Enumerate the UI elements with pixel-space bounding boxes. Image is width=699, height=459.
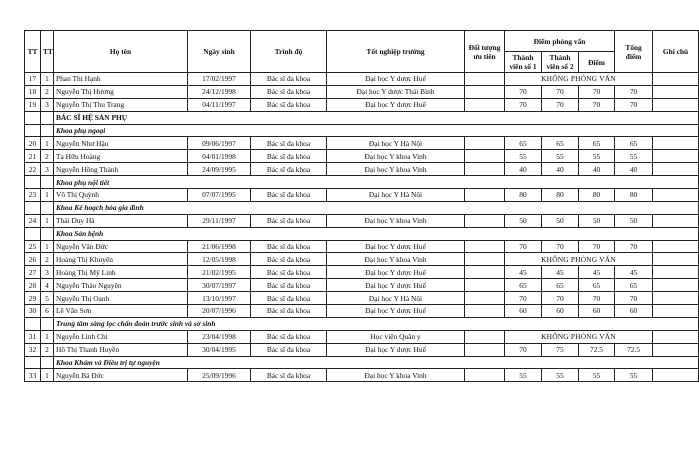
row-tt2: 3 bbox=[41, 98, 54, 111]
row-priority bbox=[465, 240, 505, 253]
row-name: Lê Văn Sơn bbox=[54, 305, 188, 318]
row-member1: 70 bbox=[505, 343, 542, 356]
row-name: Nguyễn Như Hậu bbox=[54, 137, 188, 150]
row-member2: 50 bbox=[542, 214, 579, 227]
row-tt2: 1 bbox=[41, 137, 54, 150]
row-tt2: 5 bbox=[41, 292, 54, 305]
row-dob: 30/04/1995 bbox=[188, 343, 251, 356]
row-priority bbox=[465, 73, 505, 86]
table-row bbox=[25, 266, 699, 279]
row-level: Bác sĩ đa khoa bbox=[251, 330, 327, 343]
table-row bbox=[25, 330, 699, 343]
row-priority bbox=[465, 305, 505, 318]
row-tt2: 1 bbox=[41, 240, 54, 253]
row-tt2: 2 bbox=[41, 253, 54, 266]
row-tt2: 3 bbox=[41, 266, 54, 279]
row-dob: 21/02/1995 bbox=[188, 266, 251, 279]
interview-results-table bbox=[24, 30, 699, 382]
row-note bbox=[653, 240, 699, 253]
section-title: Khoa Khám và Điều trị tự nguyện bbox=[54, 356, 699, 369]
row-level: Bác sĩ đa khoa bbox=[251, 214, 327, 227]
row-tt2: 1 bbox=[41, 73, 54, 86]
row-score: 70 bbox=[579, 292, 615, 305]
section-row bbox=[25, 201, 699, 214]
row-name: Phan Thị Hạnh bbox=[54, 73, 188, 86]
row-member1: 65 bbox=[505, 279, 542, 292]
row-note bbox=[653, 253, 699, 266]
section-row bbox=[25, 227, 699, 240]
row-tt1: 18 bbox=[25, 85, 41, 98]
row-note bbox=[653, 163, 699, 176]
table-row bbox=[25, 137, 699, 150]
section-tt1-cell bbox=[25, 176, 41, 189]
row-priority bbox=[465, 189, 505, 202]
no-interview-label: KHÔNG PHỎNG VẤN bbox=[505, 73, 653, 86]
row-member2: 75 bbox=[542, 343, 579, 356]
section-row bbox=[25, 176, 699, 189]
row-score: 55 bbox=[579, 150, 615, 163]
section-tt2-cell bbox=[41, 201, 54, 214]
row-level: Bác sĩ đa khoa bbox=[251, 85, 327, 98]
row-school: Đại học Y dược Huế bbox=[327, 305, 465, 318]
row-note bbox=[653, 292, 699, 305]
row-member1: 70 bbox=[505, 240, 542, 253]
row-level: Bác sĩ đa khoa bbox=[251, 240, 327, 253]
row-member2: 55 bbox=[542, 150, 579, 163]
row-tt1: 29 bbox=[25, 292, 41, 305]
row-school: Đại học Y khoa Vinh bbox=[327, 150, 465, 163]
row-tt2: 6 bbox=[41, 305, 54, 318]
section-title: BÁC SĨ HỆ SẢN PHỤ bbox=[54, 111, 699, 124]
row-member2: 55 bbox=[542, 369, 579, 382]
row-member2: 70 bbox=[542, 292, 579, 305]
row-member1: 70 bbox=[505, 98, 542, 111]
row-tt1: 26 bbox=[25, 253, 41, 266]
col-member1: Thành viên số 1 bbox=[505, 52, 542, 73]
row-priority bbox=[465, 343, 505, 356]
section-title: Khoa phụ nội tiết bbox=[54, 176, 699, 189]
col-tt1: TT bbox=[25, 31, 41, 73]
row-level: Bác sĩ đa khoa bbox=[251, 343, 327, 356]
section-tt2-cell bbox=[41, 111, 54, 124]
row-dob: 21/06/1998 bbox=[188, 240, 251, 253]
row-score: 45 bbox=[579, 266, 615, 279]
table-row bbox=[25, 343, 699, 356]
row-school: Đại học Y Hà Nội bbox=[327, 292, 465, 305]
row-school: Đại học Y dược Huế bbox=[327, 343, 465, 356]
row-score: 70 bbox=[579, 240, 615, 253]
row-total: 72.5 bbox=[615, 343, 653, 356]
row-level: Bác sĩ đa khoa bbox=[251, 137, 327, 150]
row-tt1: 31 bbox=[25, 330, 41, 343]
row-member2: 60 bbox=[542, 305, 579, 318]
row-member2: 65 bbox=[542, 137, 579, 150]
table-row bbox=[25, 73, 699, 86]
row-priority bbox=[465, 253, 505, 266]
row-name: Nguyễn Thảo Nguyên bbox=[54, 279, 188, 292]
section-title: Khoa Kế hoạch hóa gia đình bbox=[54, 201, 699, 214]
row-dob: 23/04/1998 bbox=[188, 330, 251, 343]
row-note bbox=[653, 189, 699, 202]
row-member1: 60 bbox=[505, 305, 542, 318]
row-level: Bác sĩ đa khoa bbox=[251, 163, 327, 176]
row-note bbox=[653, 330, 699, 343]
row-name: Tạ Hữu Hoàng bbox=[54, 150, 188, 163]
row-total: 55 bbox=[615, 150, 653, 163]
row-dob: 24/09/1995 bbox=[188, 163, 251, 176]
col-score: Điểm bbox=[579, 52, 615, 73]
row-member2: 80 bbox=[542, 189, 579, 202]
row-tt2: 1 bbox=[41, 214, 54, 227]
row-member1: 40 bbox=[505, 163, 542, 176]
row-level: Bác sĩ đa khoa bbox=[251, 189, 327, 202]
section-tt1-cell bbox=[25, 111, 41, 124]
row-name: Hoàng Thị Khuyên bbox=[54, 253, 188, 266]
row-dob: 09/06/1997 bbox=[188, 137, 251, 150]
row-total: 55 bbox=[615, 369, 653, 382]
row-school: Đại học Y khoa Vinh bbox=[327, 253, 465, 266]
row-score: 50 bbox=[579, 214, 615, 227]
row-note bbox=[653, 343, 699, 356]
row-school: Học viện Quân y bbox=[327, 330, 465, 343]
row-note bbox=[653, 137, 699, 150]
row-dob: 04/01/1998 bbox=[188, 150, 251, 163]
section-tt2-cell bbox=[41, 317, 54, 330]
row-score: 65 bbox=[579, 137, 615, 150]
row-dob: 04/11/1997 bbox=[188, 98, 251, 111]
row-priority bbox=[465, 150, 505, 163]
row-tt1: 21 bbox=[25, 150, 41, 163]
row-note bbox=[653, 98, 699, 111]
row-tt1: 23 bbox=[25, 189, 41, 202]
row-school: Đại học Y Hà Nội bbox=[327, 189, 465, 202]
row-member1: 70 bbox=[505, 292, 542, 305]
row-school: Đại học Y dược Thái Bình bbox=[327, 85, 465, 98]
row-score: 70 bbox=[579, 98, 615, 111]
no-interview-label: KHÔNG PHỎNG VẤN bbox=[505, 253, 653, 266]
row-priority bbox=[465, 266, 505, 279]
section-row bbox=[25, 124, 699, 137]
row-name: Nguyễn Thị Thu Trang bbox=[54, 98, 188, 111]
row-note bbox=[653, 266, 699, 279]
row-priority bbox=[465, 85, 505, 98]
row-total: 70 bbox=[615, 292, 653, 305]
row-member1: 55 bbox=[505, 369, 542, 382]
section-title: Khoa Sản bệnh bbox=[54, 227, 699, 240]
row-score: 70 bbox=[579, 85, 615, 98]
table-row bbox=[25, 214, 699, 227]
row-school: Đại học Y dược Huế bbox=[327, 279, 465, 292]
section-title: Khoa phụ ngoại bbox=[54, 124, 699, 137]
row-note bbox=[653, 305, 699, 318]
row-school: Đại học Y khoa Vinh bbox=[327, 163, 465, 176]
row-total: 65 bbox=[615, 279, 653, 292]
section-tt2-cell bbox=[41, 176, 54, 189]
row-name: Hoàng Thị Mỹ Linh bbox=[54, 266, 188, 279]
row-score: 40 bbox=[579, 163, 615, 176]
row-dob: 17/02/1997 bbox=[188, 73, 251, 86]
row-member1: 80 bbox=[505, 189, 542, 202]
col-dob: Ngày sinh bbox=[188, 31, 251, 73]
table-row bbox=[25, 98, 699, 111]
row-name: Nguyễn Thị Hương bbox=[54, 85, 188, 98]
row-tt2: 2 bbox=[41, 343, 54, 356]
row-level: Bác sĩ đa khoa bbox=[251, 305, 327, 318]
row-tt1: 24 bbox=[25, 214, 41, 227]
row-tt1: 28 bbox=[25, 279, 41, 292]
row-note bbox=[653, 73, 699, 86]
row-name: Thái Duy Hà bbox=[54, 214, 188, 227]
row-tt1: 20 bbox=[25, 137, 41, 150]
section-tt1-cell bbox=[25, 201, 41, 214]
row-total: 60 bbox=[615, 305, 653, 318]
row-school: Đại học Y Hà Nội bbox=[327, 137, 465, 150]
row-total: 65 bbox=[615, 137, 653, 150]
row-member2: 70 bbox=[542, 240, 579, 253]
row-name: Nguyễn Linh Chi bbox=[54, 330, 188, 343]
row-total: 70 bbox=[615, 85, 653, 98]
row-note bbox=[653, 369, 699, 382]
section-tt2-cell bbox=[41, 124, 54, 137]
row-total: 70 bbox=[615, 240, 653, 253]
row-tt1: 25 bbox=[25, 240, 41, 253]
table-row bbox=[25, 85, 699, 98]
row-level: Bác sĩ đa khoa bbox=[251, 292, 327, 305]
row-dob: 07/07/1995 bbox=[188, 189, 251, 202]
row-total: 80 bbox=[615, 189, 653, 202]
section-tt1-cell bbox=[25, 317, 41, 330]
row-tt1: 17 bbox=[25, 73, 41, 86]
row-level: Bác sĩ đa khoa bbox=[251, 369, 327, 382]
row-priority bbox=[465, 98, 505, 111]
section-tt1-cell bbox=[25, 227, 41, 240]
section-title: Trung tâm sàng lọc chẩn đoán trước sinh và sơ sinh bbox=[54, 317, 699, 330]
row-school: Đại học Y khoa Vinh bbox=[327, 369, 465, 382]
section-tt1-cell bbox=[25, 356, 41, 369]
row-level: Bác sĩ đa khoa bbox=[251, 73, 327, 86]
row-school: Đại học Y khoa Vinh bbox=[327, 214, 465, 227]
row-school: Đại học Y dược Huế bbox=[327, 98, 465, 111]
row-name: Nguyễn Thị Oanh bbox=[54, 292, 188, 305]
table-row bbox=[25, 279, 699, 292]
row-dob: 12/05/1998 bbox=[188, 253, 251, 266]
row-tt2: 2 bbox=[41, 85, 54, 98]
table-row bbox=[25, 240, 699, 253]
table-row bbox=[25, 292, 699, 305]
row-score: 72.5 bbox=[579, 343, 615, 356]
row-dob: 25/09/1996 bbox=[188, 369, 251, 382]
row-level: Bác sĩ đa khoa bbox=[251, 279, 327, 292]
row-name: Hồ Thị Thanh Huyền bbox=[54, 343, 188, 356]
row-note bbox=[653, 214, 699, 227]
col-tt2: TT bbox=[41, 31, 54, 73]
row-priority bbox=[465, 279, 505, 292]
row-level: Bác sĩ đa khoa bbox=[251, 150, 327, 163]
row-level: Bác sĩ đa khoa bbox=[251, 98, 327, 111]
row-note bbox=[653, 85, 699, 98]
col-member2: Thành viên số 2 bbox=[542, 52, 579, 73]
row-tt1: 30 bbox=[25, 305, 41, 318]
row-dob: 30/07/1997 bbox=[188, 279, 251, 292]
row-member1: 55 bbox=[505, 150, 542, 163]
row-priority bbox=[465, 330, 505, 343]
no-interview-label: KHÔNG PHỎNG VẤN bbox=[505, 330, 653, 343]
row-priority bbox=[465, 214, 505, 227]
col-total: Tổng điểm bbox=[615, 31, 653, 73]
row-tt1: 33 bbox=[25, 369, 41, 382]
row-school: Đại học Y dược Huế bbox=[327, 240, 465, 253]
row-dob: 13/10/1997 bbox=[188, 292, 251, 305]
row-school: Đại học Y dược Huế bbox=[327, 266, 465, 279]
col-note: Ghi chú bbox=[653, 31, 699, 73]
row-dob: 29/11/1997 bbox=[188, 214, 251, 227]
table-row bbox=[25, 189, 699, 202]
row-name: Võ Thị Quỳnh bbox=[54, 189, 188, 202]
row-note bbox=[653, 279, 699, 292]
col-interview: Điểm phỏng vấn bbox=[505, 31, 615, 52]
row-level: Bác sĩ đa khoa bbox=[251, 253, 327, 266]
row-school: Đại học Y dược Huế bbox=[327, 73, 465, 86]
row-dob: 24/12/1998 bbox=[188, 85, 251, 98]
table-row bbox=[25, 253, 699, 266]
row-member2: 65 bbox=[542, 279, 579, 292]
row-member1: 50 bbox=[505, 214, 542, 227]
row-member1: 70 bbox=[505, 85, 542, 98]
section-tt2-cell bbox=[41, 356, 54, 369]
section-row bbox=[25, 356, 699, 369]
row-score: 55 bbox=[579, 369, 615, 382]
row-tt1: 27 bbox=[25, 266, 41, 279]
row-tt2: 4 bbox=[41, 279, 54, 292]
col-name: Họ tên bbox=[54, 31, 188, 73]
row-tt2: 1 bbox=[41, 189, 54, 202]
row-member2: 45 bbox=[542, 266, 579, 279]
row-member1: 65 bbox=[505, 137, 542, 150]
row-member2: 70 bbox=[542, 98, 579, 111]
row-tt2: 1 bbox=[41, 330, 54, 343]
row-tt1: 32 bbox=[25, 343, 41, 356]
row-total: 50 bbox=[615, 214, 653, 227]
section-tt1-cell bbox=[25, 124, 41, 137]
table-row bbox=[25, 163, 699, 176]
row-name: Nguyễn Văn Đức bbox=[54, 240, 188, 253]
row-tt2: 3 bbox=[41, 163, 54, 176]
row-tt2: 1 bbox=[41, 369, 54, 382]
section-row bbox=[25, 111, 699, 124]
row-total: 70 bbox=[615, 98, 653, 111]
row-score: 65 bbox=[579, 279, 615, 292]
row-member1: 45 bbox=[505, 266, 542, 279]
row-priority bbox=[465, 137, 505, 150]
table-row bbox=[25, 369, 699, 382]
row-level: Bác sĩ đa khoa bbox=[251, 266, 327, 279]
col-priority: Đối tượng ưu tiên bbox=[465, 31, 505, 73]
row-dob: 20/07/1996 bbox=[188, 305, 251, 318]
row-total: 45 bbox=[615, 266, 653, 279]
row-note bbox=[653, 150, 699, 163]
row-priority bbox=[465, 292, 505, 305]
row-priority bbox=[465, 163, 505, 176]
row-name: Nguyễn Bá Đức bbox=[54, 369, 188, 382]
row-member2: 40 bbox=[542, 163, 579, 176]
row-score: 60 bbox=[579, 305, 615, 318]
row-tt2: 2 bbox=[41, 150, 54, 163]
row-score: 80 bbox=[579, 189, 615, 202]
table-row bbox=[25, 150, 699, 163]
row-member2: 70 bbox=[542, 85, 579, 98]
col-level: Trình độ bbox=[251, 31, 327, 73]
col-school: Tốt nghiệp trường bbox=[327, 31, 465, 73]
row-tt1: 22 bbox=[25, 163, 41, 176]
section-row bbox=[25, 317, 699, 330]
results-sheet bbox=[24, 30, 689, 382]
row-name: Nguyễn Hồng Thành bbox=[54, 163, 188, 176]
section-tt2-cell bbox=[41, 227, 54, 240]
row-tt1: 19 bbox=[25, 98, 41, 111]
row-priority bbox=[465, 369, 505, 382]
table-row bbox=[25, 305, 699, 318]
row-total: 40 bbox=[615, 163, 653, 176]
